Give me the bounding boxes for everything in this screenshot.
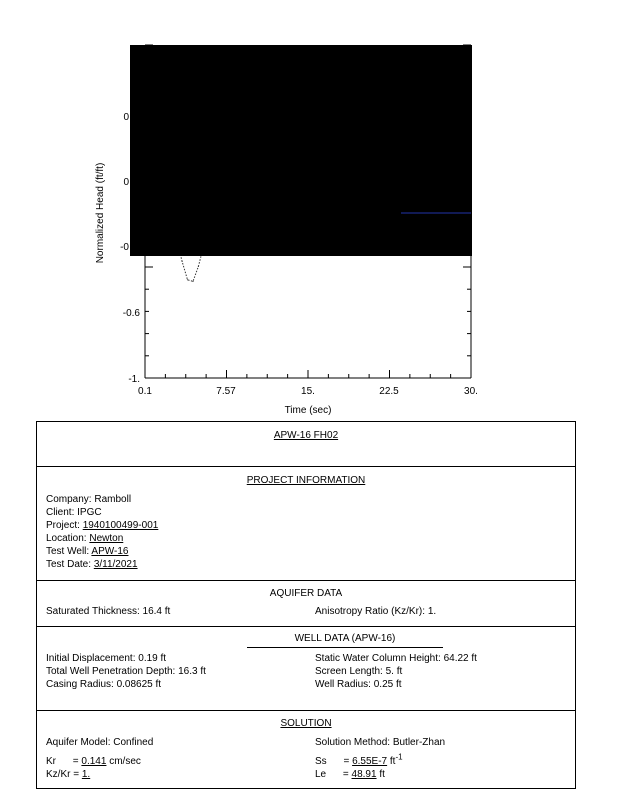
x-tick-label-5: 30. [464,386,478,397]
casing-radius: Casing Radius: 0.08625 ft [46,679,162,690]
location-row: Location: Newton [46,533,124,544]
black-overlay [130,45,472,256]
solution-title: SOLUTION [280,718,332,729]
project-information-section [37,466,575,581]
anisotropy-ratio: Anisotropy Ratio (Kz/Kr): 1. [315,606,437,617]
kr-row: Kr = 0.141 cm/sec [46,756,141,767]
company-row: Company: Ramboll [46,494,132,505]
kz-kr-row: Kz/Kr = 1. [46,769,91,780]
x-axis-label: Time (sec) [284,405,332,416]
x-tick-label-4: 22.5 [379,386,399,397]
y-axis-label: Normalized Head (ft/ft) [95,162,106,264]
observed-point [198,266,199,267]
x-tick-label-2: 7.57 [216,386,236,397]
report-box [36,421,576,789]
aquifer-data-section [37,580,575,627]
y-tick-label-1: 0 [123,112,129,123]
project-row: Project: 1940100499-001 [46,520,159,531]
test-date-row: Test Date: 3/11/2021 [46,559,138,570]
well-radius: Well Radius: 0.25 ft [315,679,402,690]
well-data-title: WELL DATA (APW-16) [247,633,443,648]
observed-point [187,279,188,280]
y-tick-label-2: 0 [123,177,129,188]
le-row: Le = 48.91 ft [315,769,385,780]
solution-section [37,710,575,791]
y-tick-label-3: -0 [120,242,129,253]
y-tick-label-5: -1. [128,374,140,385]
aquifer-model: Aquifer Model: Confined [46,737,154,748]
saturated-thickness: Saturated Thickness: 16.4 ft [46,606,171,617]
ss-row: Ss = 6.55E-7 $ft^{-1}$ [315,752,403,767]
observed-point [192,281,193,282]
observed-point [182,261,183,262]
project-information-title: PROJECT INFORMATION [246,475,366,486]
total-well-penetration: Total Well Penetration Depth: 16.3 ft [46,666,206,677]
client-row: Client: IPGC [46,507,102,518]
well-data-section [37,626,575,711]
aquifer-data-title: AQUIFER DATA [269,588,343,599]
solution-method: Solution Method: Butler-Zhan [315,737,446,748]
report-header-title: APW-16 FH02 [273,430,339,441]
screen-length: Screen Length: 5. ft [315,666,403,677]
x-tick-label-1: 0.1 [138,386,152,397]
x-tick-label-3: 15. [301,386,315,397]
test-well-row: Test Well: APW-16 [46,546,129,557]
y-tick-label-4: -0.6 [122,308,140,319]
initial-displacement: Initial Displacement: 0.19 ft [46,653,167,664]
static-water-column: Static Water Column Height: 64.22 ft [315,653,477,664]
